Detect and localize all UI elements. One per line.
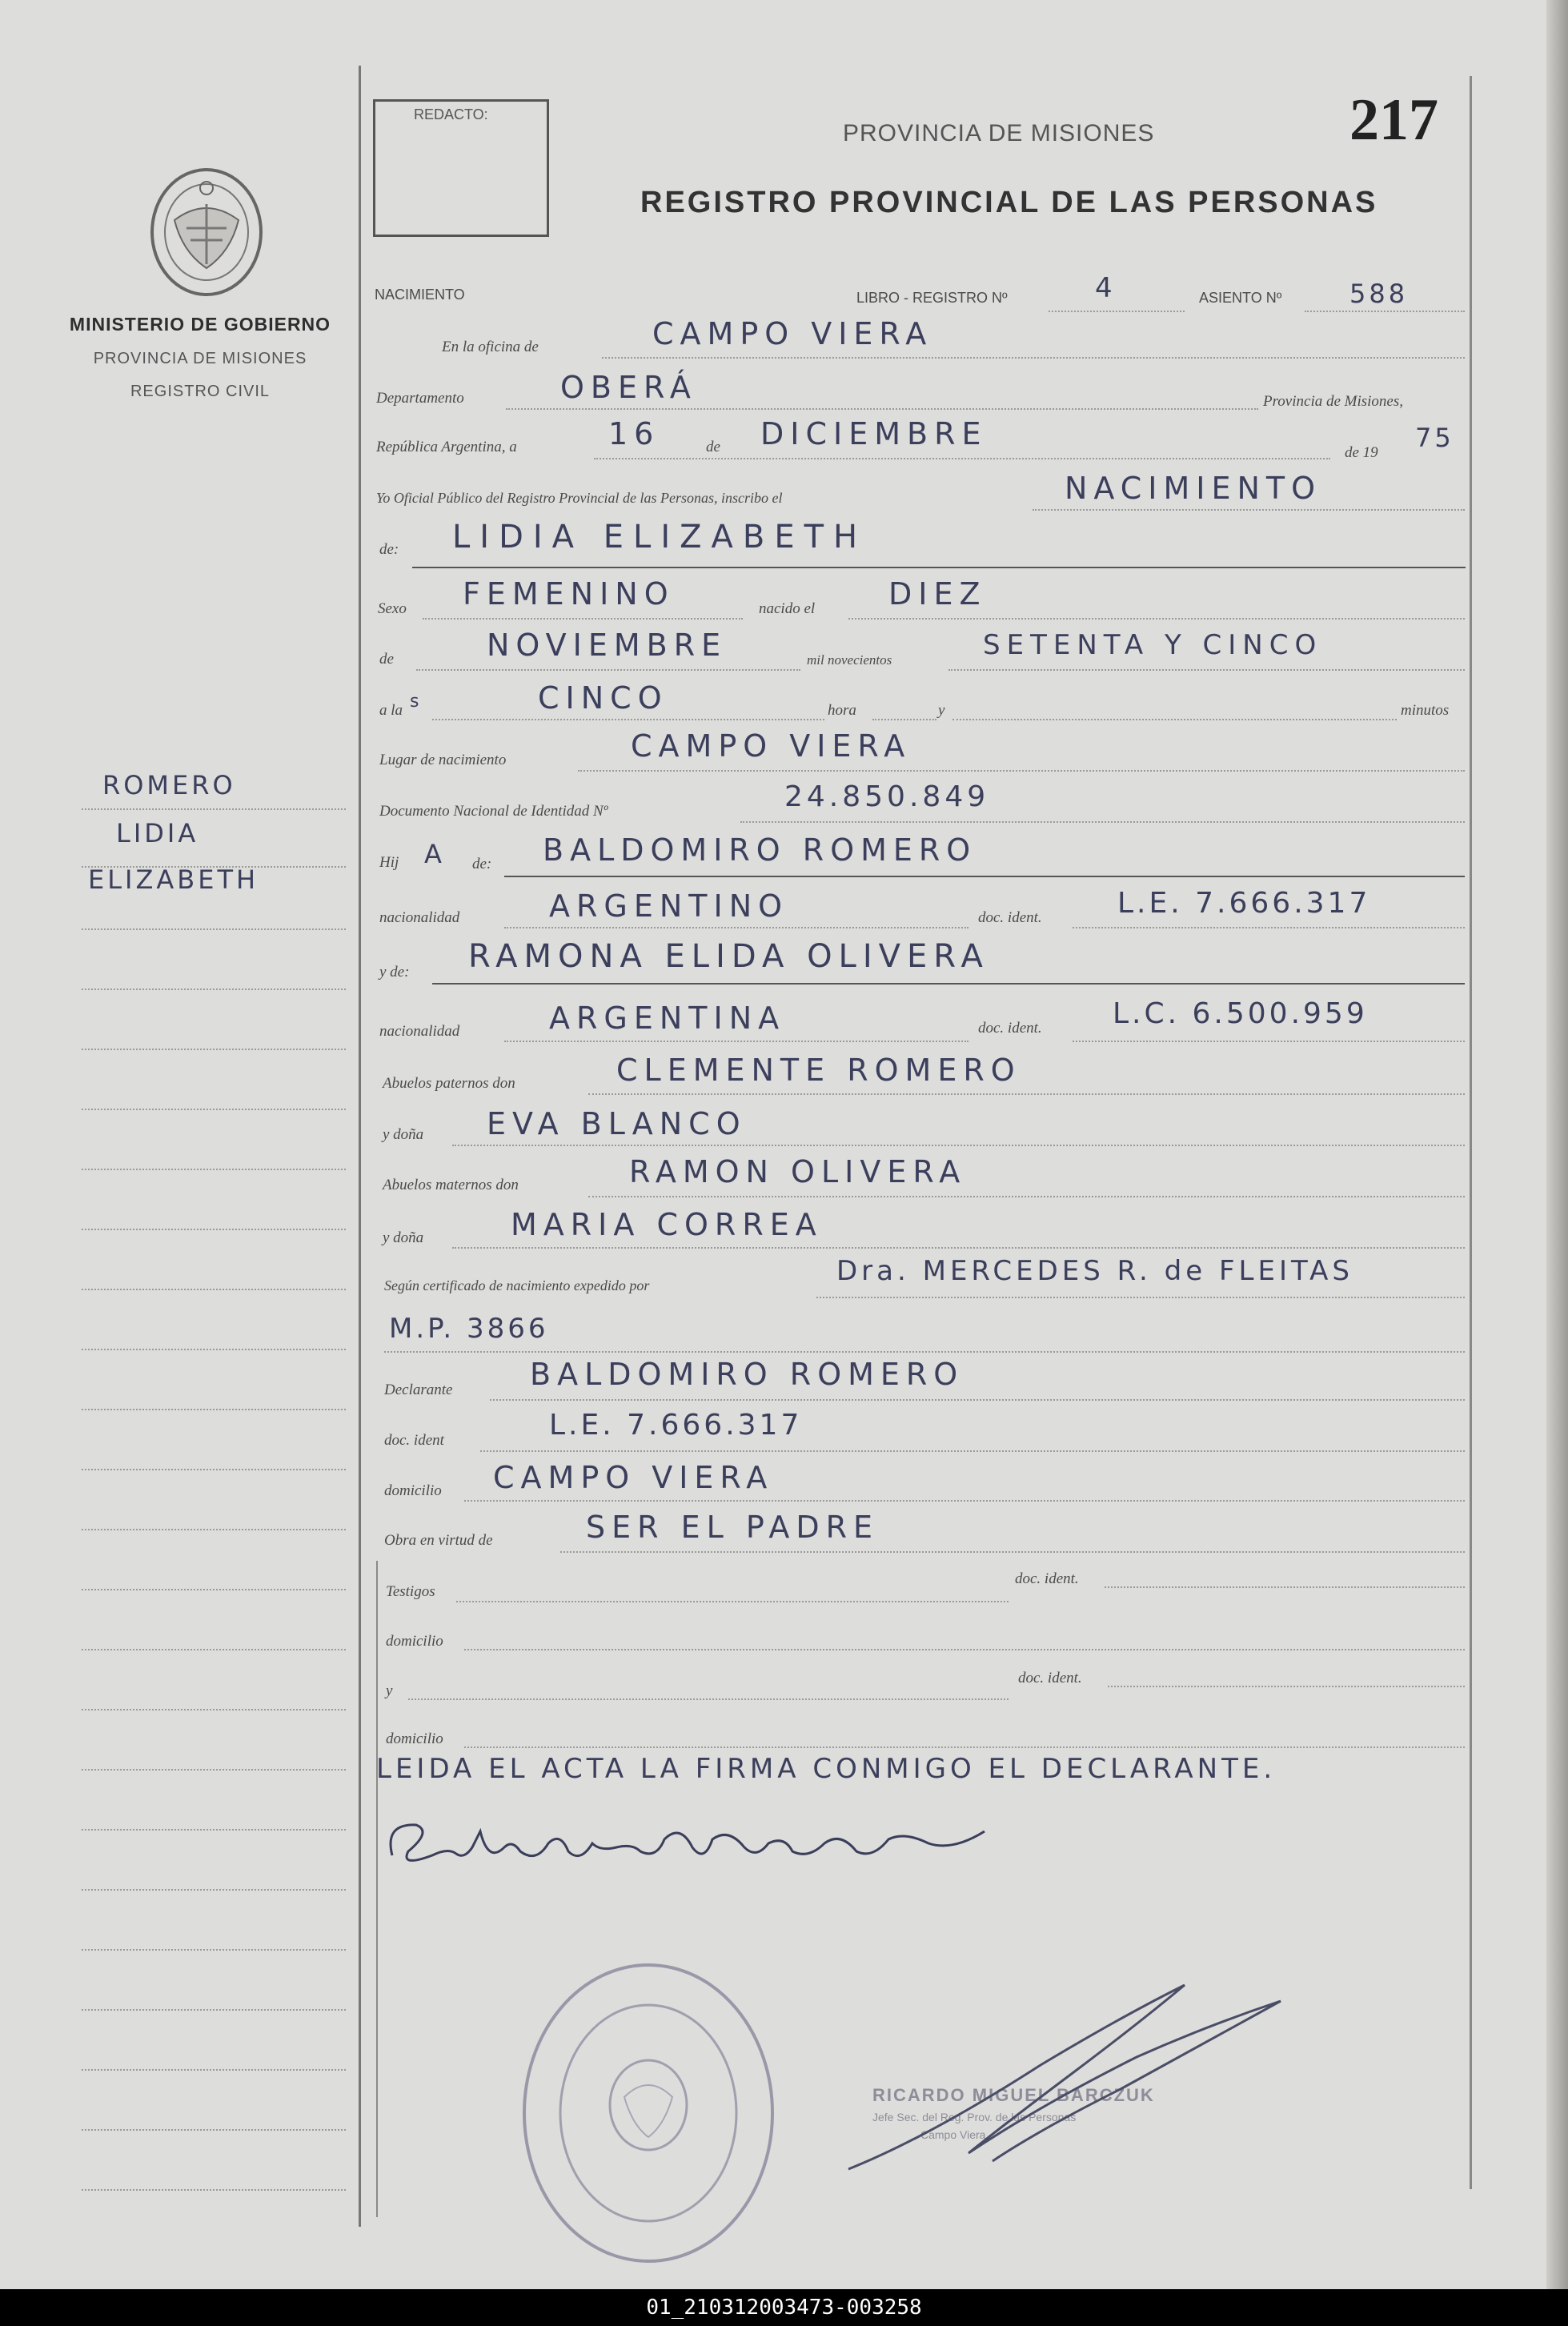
departamento-label: Departamento (376, 390, 464, 407)
oficial-label: Yo Oficial Público del Registro Provincial de las Personas, inscribo el (376, 490, 783, 506)
coat-of-arms-icon (142, 164, 271, 300)
hij-mark: A (424, 839, 445, 869)
declarant-signature-icon (376, 1807, 1001, 1879)
province-title: PROVINCIA DE MISIONES (843, 120, 1155, 146)
y2-label: y (386, 1682, 393, 1699)
madre-nac-value: ARGENTINA (549, 1001, 786, 1036)
official-stamp-icon (512, 1953, 784, 2273)
abuelo-mat-value: RAMON OLIVERA (629, 1154, 967, 1189)
mil-label: mil novecientos (807, 652, 892, 668)
file-id: 01_210312003473-003258 (646, 2296, 922, 2320)
testigos-label: Testigos (386, 1583, 435, 1600)
margin-note-surname: ROMERO (102, 770, 236, 800)
ala-mark: s (410, 692, 423, 712)
obra-value: SER EL PADRE (586, 1510, 880, 1545)
declarante-doc-value: L.E. 7.666.317 (549, 1409, 803, 1442)
abuela-pat-label: y doña (383, 1126, 424, 1143)
yde-label: y de: (379, 964, 410, 981)
officer-title: Jefe Sec. del Reg. Prov. de las Personas (872, 2111, 1077, 2123)
anio-value: 75 (1415, 423, 1454, 453)
testigo1-doc-label: doc. ident. (1015, 1570, 1079, 1587)
redacto-box (373, 99, 549, 237)
closing-note: LEIDA EL ACTA LA FIRMA CONMIGO EL DECLARANTE. (376, 1753, 1277, 1785)
padre-underline (504, 876, 1465, 877)
departamento-value: OBERÁ (560, 370, 697, 405)
ala-label: a la (379, 702, 403, 719)
redacto-label: REDACTO: (414, 106, 488, 122)
matricula-value: M.P. 3866 (389, 1313, 549, 1345)
abuelo-pat-value: CLEMENTE ROMERO (616, 1053, 1021, 1088)
testigo2-doc-label: doc. ident. (1018, 1670, 1082, 1686)
abuelos-mat-label: Abuelos maternos don (383, 1177, 519, 1193)
padre-value: BALDOMIRO ROMERO (543, 832, 977, 868)
nombre-value: LIDIA ELIZABETH (452, 519, 868, 555)
declarante-doc-label: doc. ident (384, 1432, 444, 1449)
dni-label: Documento Nacional de Identidad Nº (379, 803, 608, 820)
abuela-pat-value: EVA BLANCO (487, 1106, 747, 1141)
minutos-label: minutos (1401, 702, 1450, 719)
ministry-province: PROVINCIA DE MISIONES (93, 350, 307, 367)
provincia-label: Provincia de Misiones, (1263, 393, 1404, 410)
testigo1-domicilio-label: domicilio (386, 1633, 443, 1650)
madre-value: RAMONA ELIDA OLIVERA (468, 938, 989, 975)
madre-underline (432, 983, 1465, 985)
padre-doc-label: doc. ident. (978, 909, 1042, 926)
nacido-label: nacido el (759, 600, 816, 617)
hij-label: Hij (379, 854, 399, 871)
lugar-value: CAMPO VIERA (631, 728, 912, 764)
mes-nac-value: NOVIEMBRE (487, 628, 728, 663)
domicilio-value: CAMPO VIERA (493, 1460, 774, 1495)
domicilio-label: domicilio (384, 1482, 442, 1499)
abuelos-pat-label: Abuelos paternos don (383, 1075, 515, 1092)
certificado-value: Dra. MERCEDES R. de FLEITAS (836, 1255, 1353, 1287)
de3-label: de (379, 651, 394, 668)
anio-label: de 19 (1345, 444, 1378, 461)
madre-doc-label: doc. ident. (978, 1020, 1042, 1037)
margin-note-firstname: LIDIA (116, 818, 199, 848)
ministry-name: MINISTERIO DE GOBIERNO (69, 314, 331, 335)
declarante-value: BALDOMIRO ROMERO (530, 1357, 964, 1392)
ministry-office: REGISTRO CIVIL (130, 383, 271, 400)
y-label: y (938, 702, 945, 719)
dni-value: 24.850.849 (784, 780, 990, 813)
margin-note-middlename: ELIZABETH (88, 864, 259, 895)
de4-label: de: (472, 856, 492, 872)
left-margin-rule (359, 66, 361, 2227)
officer-name: RICARDO MIGUEL BARCZUK (872, 2085, 1155, 2105)
madre-doc-value: L.C. 6.500.959 (1113, 997, 1368, 1030)
padre-doc-value: L.E. 7.666.317 (1117, 887, 1371, 920)
right-margin-rule (1470, 76, 1472, 2189)
dia-value: 16 (608, 416, 660, 451)
certificado-label: Según certificado de nacimiento expedido por (384, 1277, 650, 1293)
padre-nac-label: nacionalidad (379, 909, 460, 926)
testigo2-domicilio-label: domicilio (386, 1730, 443, 1747)
paper-edge (1546, 0, 1568, 2289)
oficial-value: NACIMIENTO (1065, 471, 1322, 506)
oficina-label: En la oficina de (442, 339, 539, 355)
officer-location: Campo Viera (920, 2128, 986, 2141)
nacido-value: DIEZ (888, 576, 987, 612)
mes-value: DICIEMBRE (760, 416, 988, 451)
nombre-underline (412, 567, 1466, 568)
anio-nac-value: SETENTA Y CINCO (983, 629, 1323, 661)
asiento-value: 588 (1349, 279, 1409, 309)
obra-label: Obra en virtud de (384, 1532, 493, 1549)
libro-value: 4 (1095, 272, 1119, 304)
sexo-label: Sexo (378, 600, 407, 617)
inner-rule (376, 1561, 378, 2217)
officer-signature-icon (832, 1969, 1297, 2193)
abuela-mat-value: MARIA CORREA (511, 1207, 823, 1242)
de2-label: de: (379, 541, 399, 558)
hora-label: hora (828, 702, 856, 719)
file-id-bar (0, 2289, 1568, 2326)
declarante-label: Declarante (384, 1382, 453, 1398)
sexo-value: FEMENINO (463, 576, 675, 612)
ministry-block (48, 314, 352, 401)
padre-nac-value: ARGENTINO (549, 888, 789, 924)
libro-label: LIBRO - REGISTRO Nº (856, 290, 1008, 306)
abuela-mat-label: y doña (383, 1229, 424, 1246)
act-type-label: NACIMIENTO (375, 287, 465, 303)
registry-title: REGISTRO PROVINCIAL DE LAS PERSONAS (640, 186, 1378, 219)
republica-label: República Argentina, a (376, 439, 517, 455)
page-number: 217 (1349, 87, 1438, 153)
hora-value: CINCO (538, 680, 668, 716)
oficina-value: CAMPO VIERA (652, 316, 933, 351)
madre-nac-label: nacionalidad (379, 1023, 460, 1040)
lugar-label: Lugar de nacimiento (379, 752, 507, 768)
asiento-label: ASIENTO Nº (1199, 290, 1282, 306)
de-label: de (706, 439, 720, 455)
